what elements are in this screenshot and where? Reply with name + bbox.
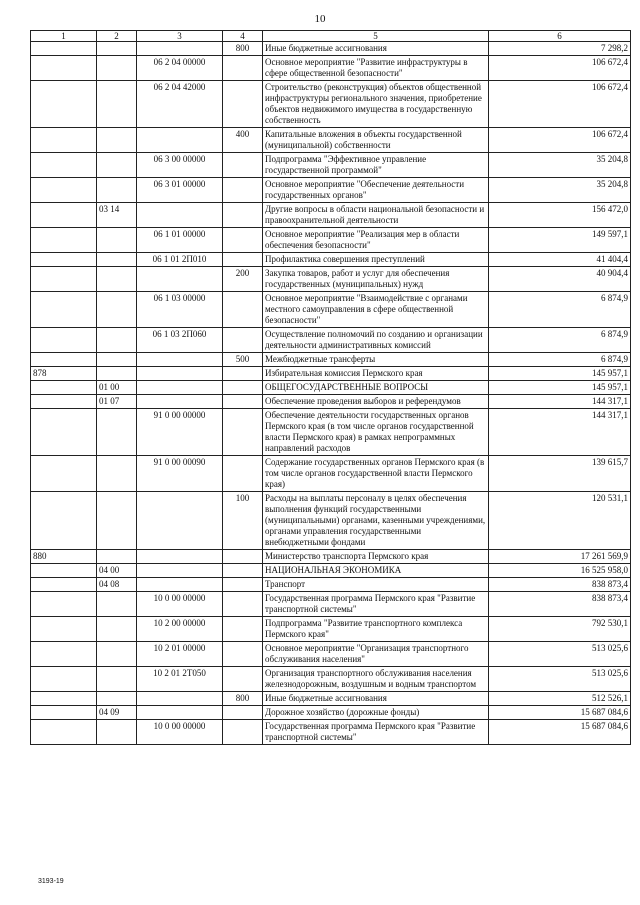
table-row <box>31 292 631 328</box>
column-header: 6 <box>489 31 631 42</box>
amount-cell: 6 874,9 <box>489 328 631 353</box>
description-cell: Обеспечение проведения выборов и референдумов <box>263 395 489 409</box>
column-header: 5 <box>263 31 489 42</box>
amount-cell: 139 615,7 <box>489 456 631 492</box>
table-row <box>31 578 631 592</box>
description-cell: Иные бюджетные ассигнования <box>263 692 489 706</box>
department-code-cell <box>31 692 97 706</box>
section-code-cell <box>97 153 137 178</box>
section-code-cell <box>97 550 137 564</box>
section-code-cell <box>97 367 137 381</box>
description-cell: Основное мероприятие "Обеспечение деятельности государственных органов" <box>263 178 489 203</box>
expense-type-cell: 100 <box>223 492 263 550</box>
table-row <box>31 367 631 381</box>
expense-type-cell <box>223 706 263 720</box>
table-header-row <box>31 31 631 42</box>
description-cell: Капитальные вложения в объекты государственной (муниципальной) собственности <box>263 128 489 153</box>
description-cell: Содержание государственных органов Пермского края (в том числе органов государственной власти Пермского края) <box>263 456 489 492</box>
department-code-cell <box>31 381 97 395</box>
amount-cell: 35 204,8 <box>489 178 631 203</box>
target-item-cell: 06 1 01 2П010 <box>137 253 223 267</box>
description-cell: НАЦИОНАЛЬНАЯ ЭКОНОМИКА <box>263 564 489 578</box>
expense-type-cell: 500 <box>223 353 263 367</box>
section-code-cell <box>97 720 137 745</box>
page-number: 10 <box>314 13 326 25</box>
amount-cell: 513 025,6 <box>489 642 631 667</box>
section-code-cell <box>97 228 137 253</box>
department-code-cell <box>31 667 97 692</box>
target-item-cell <box>137 203 223 228</box>
description-cell: Осуществление полномочий по созданию и организации деятельности административных комиссий <box>263 328 489 353</box>
amount-cell: 512 526,1 <box>489 692 631 706</box>
amount-cell: 156 472,0 <box>489 203 631 228</box>
department-code-cell <box>31 353 97 367</box>
section-code-cell <box>97 692 137 706</box>
column-header: 2 <box>97 31 137 42</box>
table-row <box>31 56 631 81</box>
target-item-cell: 10 2 00 00000 <box>137 617 223 642</box>
table-row <box>31 550 631 564</box>
amount-cell: 35 204,8 <box>489 153 631 178</box>
table-row <box>31 228 631 253</box>
section-code-cell <box>97 456 137 492</box>
description-cell: Другие вопросы в области национальной безопасности и правоохранительной деятельности <box>263 203 489 228</box>
section-code-cell: 01 00 <box>97 381 137 395</box>
amount-cell: 6 874,9 <box>489 292 631 328</box>
description-cell: Основное мероприятие "Организация транспортного обслуживания населения" <box>263 642 489 667</box>
expense-type-cell <box>223 328 263 353</box>
target-item-cell <box>137 492 223 550</box>
section-code-cell <box>97 492 137 550</box>
expense-type-cell <box>223 56 263 81</box>
amount-cell: 149 597,1 <box>489 228 631 253</box>
table-row <box>31 667 631 692</box>
table-row <box>31 395 631 409</box>
department-code-cell <box>31 228 97 253</box>
department-code-cell <box>31 203 97 228</box>
budget-table <box>30 30 631 745</box>
table-row <box>31 564 631 578</box>
target-item-cell: 10 2 01 00000 <box>137 642 223 667</box>
description-cell: Иные бюджетные ассигнования <box>263 42 489 56</box>
amount-cell: 792 530,1 <box>489 617 631 642</box>
department-code-cell <box>31 578 97 592</box>
target-item-cell <box>137 692 223 706</box>
description-cell: Основное мероприятие "Реализация мер в области обеспечения безопасности" <box>263 228 489 253</box>
description-cell: Организация транспортного обслуживания населения железнодорожным, воздушным и водным транспортом <box>263 667 489 692</box>
expense-type-cell <box>223 395 263 409</box>
section-code-cell <box>97 617 137 642</box>
table-row <box>31 42 631 56</box>
table-row <box>31 592 631 617</box>
table-row <box>31 381 631 395</box>
section-code-cell: 01 07 <box>97 395 137 409</box>
expense-type-cell <box>223 203 263 228</box>
department-code-cell: 880 <box>31 550 97 564</box>
department-code-cell <box>31 720 97 745</box>
expense-type-cell: 800 <box>223 692 263 706</box>
table-row <box>31 267 631 292</box>
target-item-cell <box>137 128 223 153</box>
expense-type-cell: 200 <box>223 267 263 292</box>
amount-cell: 120 531,1 <box>489 492 631 550</box>
target-item-cell: 91 0 00 00000 <box>137 409 223 456</box>
table-row <box>31 720 631 745</box>
target-item-cell: 06 1 01 00000 <box>137 228 223 253</box>
amount-cell: 106 672,4 <box>489 81 631 128</box>
expense-type-cell <box>223 228 263 253</box>
target-item-cell: 06 2 04 00000 <box>137 56 223 81</box>
section-code-cell <box>97 267 137 292</box>
target-item-cell: 10 0 00 00000 <box>137 592 223 617</box>
table-row <box>31 642 631 667</box>
amount-cell: 144 317,1 <box>489 409 631 456</box>
target-item-cell: 10 2 01 2Т050 <box>137 667 223 692</box>
table-row <box>31 692 631 706</box>
amount-cell: 106 672,4 <box>489 56 631 81</box>
department-code-cell <box>31 42 97 56</box>
section-code-cell <box>97 253 137 267</box>
expense-type-cell <box>223 178 263 203</box>
column-header: 4 <box>223 31 263 42</box>
target-item-cell: 06 1 03 2П060 <box>137 328 223 353</box>
department-code-cell <box>31 564 97 578</box>
table-row <box>31 617 631 642</box>
amount-cell: 6 874,9 <box>489 353 631 367</box>
expense-type-cell <box>223 456 263 492</box>
section-code-cell <box>97 128 137 153</box>
department-code-cell <box>31 267 97 292</box>
department-code-cell <box>31 328 97 353</box>
table-row <box>31 128 631 153</box>
expense-type-cell <box>223 550 263 564</box>
section-code-cell: 03 14 <box>97 203 137 228</box>
description-cell: Министерство транспорта Пермского края <box>263 550 489 564</box>
amount-cell: 106 672,4 <box>489 128 631 153</box>
column-header: 3 <box>137 31 223 42</box>
table-row <box>31 492 631 550</box>
department-code-cell <box>31 592 97 617</box>
section-code-cell <box>97 292 137 328</box>
table-row <box>31 253 631 267</box>
department-code-cell <box>31 395 97 409</box>
description-cell: Расходы на выплаты персоналу в целях обеспечения выполнения функций государственными (муниципальными) органами, казенными учреждениями, органами управления государственными внебюджетными фондами <box>263 492 489 550</box>
department-code-cell <box>31 292 97 328</box>
expense-type-cell <box>223 578 263 592</box>
expense-type-cell <box>223 592 263 617</box>
table-row <box>31 153 631 178</box>
description-cell: Профилактика совершения преступлений <box>263 253 489 267</box>
expense-type-cell <box>223 642 263 667</box>
amount-cell: 145 957,1 <box>489 367 631 381</box>
description-cell: Государственная программа Пермского края "Развитие транспортной системы" <box>263 720 489 745</box>
amount-cell: 838 873,4 <box>489 578 631 592</box>
target-item-cell <box>137 550 223 564</box>
expense-type-cell: 400 <box>223 128 263 153</box>
department-code-cell <box>31 128 97 153</box>
description-cell: ОБЩЕГОСУДАРСТВЕННЫЕ ВОПРОСЫ <box>263 381 489 395</box>
target-item-cell <box>137 367 223 381</box>
description-cell: Основное мероприятие "Взаимодействие с органами местного самоуправления в сфере общественной безопасности" <box>263 292 489 328</box>
amount-cell: 15 687 084,6 <box>489 720 631 745</box>
expense-type-cell <box>223 564 263 578</box>
description-cell: Обеспечение деятельности государственных органов Пермского края (в том числе органов государственной власти Пермского края) в рамках непрограммных направлений расходов <box>263 409 489 456</box>
section-code-cell <box>97 353 137 367</box>
target-item-cell <box>137 578 223 592</box>
section-code-cell: 04 00 <box>97 564 137 578</box>
department-code-cell <box>31 617 97 642</box>
target-item-cell: 06 1 03 00000 <box>137 292 223 328</box>
description-cell: Дорожное хозяйство (дорожные фонды) <box>263 706 489 720</box>
expense-type-cell <box>223 153 263 178</box>
footer-code: 3193-19 <box>38 878 64 885</box>
table-row <box>31 81 631 128</box>
department-code-cell <box>31 409 97 456</box>
target-item-cell <box>137 564 223 578</box>
table-row <box>31 409 631 456</box>
amount-cell: 513 025,6 <box>489 667 631 692</box>
amount-cell: 41 404,4 <box>489 253 631 267</box>
description-cell: Основное мероприятие "Развитие инфраструктуры в сфере общественной безопасности" <box>263 56 489 81</box>
section-code-cell <box>97 642 137 667</box>
target-item-cell <box>137 395 223 409</box>
expense-type-cell <box>223 617 263 642</box>
section-code-cell <box>97 81 137 128</box>
target-item-cell <box>137 706 223 720</box>
amount-cell: 7 298,2 <box>489 42 631 56</box>
department-code-cell <box>31 492 97 550</box>
target-item-cell <box>137 353 223 367</box>
target-item-cell <box>137 42 223 56</box>
column-header: 1 <box>31 31 97 42</box>
table-row <box>31 328 631 353</box>
expense-type-cell <box>223 253 263 267</box>
section-code-cell <box>97 409 137 456</box>
expense-type-cell <box>223 720 263 745</box>
department-code-cell <box>31 253 97 267</box>
section-code-cell: 04 09 <box>97 706 137 720</box>
section-code-cell <box>97 667 137 692</box>
description-cell: Строительство (реконструкция) объектов общественной инфраструктуры регионального значения, приобретение объектов недвижимого имущества в государственную собственность <box>263 81 489 128</box>
table-row <box>31 353 631 367</box>
amount-cell: 15 687 084,6 <box>489 706 631 720</box>
description-cell: Транспорт <box>263 578 489 592</box>
section-code-cell <box>97 592 137 617</box>
department-code-cell <box>31 706 97 720</box>
section-code-cell <box>97 178 137 203</box>
section-code-cell <box>97 42 137 56</box>
target-item-cell <box>137 381 223 395</box>
table-row <box>31 706 631 720</box>
amount-cell: 838 873,4 <box>489 592 631 617</box>
table-row <box>31 456 631 492</box>
target-item-cell: 06 3 01 00000 <box>137 178 223 203</box>
description-cell: Закупка товаров, работ и услуг для обеспечения государственных (муниципальных) нужд <box>263 267 489 292</box>
amount-cell: 144 317,1 <box>489 395 631 409</box>
expense-type-cell <box>223 381 263 395</box>
department-code-cell: 878 <box>31 367 97 381</box>
expense-type-cell <box>223 367 263 381</box>
department-code-cell <box>31 81 97 128</box>
department-code-cell <box>31 56 97 81</box>
department-code-cell <box>31 456 97 492</box>
description-cell: Избирательная комиссия Пермского края <box>263 367 489 381</box>
expense-type-cell <box>223 292 263 328</box>
description-cell: Государственная программа Пермского края "Развитие транспортной системы" <box>263 592 489 617</box>
amount-cell: 145 957,1 <box>489 381 631 395</box>
description-cell: Межбюджетные трансферты <box>263 353 489 367</box>
table-row <box>31 203 631 228</box>
expense-type-cell <box>223 81 263 128</box>
amount-cell: 40 904,4 <box>489 267 631 292</box>
section-code-cell: 04 08 <box>97 578 137 592</box>
expense-type-cell <box>223 409 263 456</box>
amount-cell: 17 261 569,9 <box>489 550 631 564</box>
section-code-cell <box>97 328 137 353</box>
target-item-cell: 10 0 00 00000 <box>137 720 223 745</box>
department-code-cell <box>31 178 97 203</box>
amount-cell: 16 525 958,0 <box>489 564 631 578</box>
description-cell: Подпрограмма "Развитие транспортного комплекса Пермского края" <box>263 617 489 642</box>
description-cell: Подпрограмма "Эффективное управление государственной программой" <box>263 153 489 178</box>
target-item-cell <box>137 267 223 292</box>
target-item-cell: 06 2 04 42000 <box>137 81 223 128</box>
table-row <box>31 178 631 203</box>
department-code-cell <box>31 153 97 178</box>
expense-type-cell <box>223 667 263 692</box>
target-item-cell: 91 0 00 00090 <box>137 456 223 492</box>
section-code-cell <box>97 56 137 81</box>
department-code-cell <box>31 642 97 667</box>
target-item-cell: 06 3 00 00000 <box>137 153 223 178</box>
expense-type-cell: 800 <box>223 42 263 56</box>
table-body <box>31 42 631 745</box>
